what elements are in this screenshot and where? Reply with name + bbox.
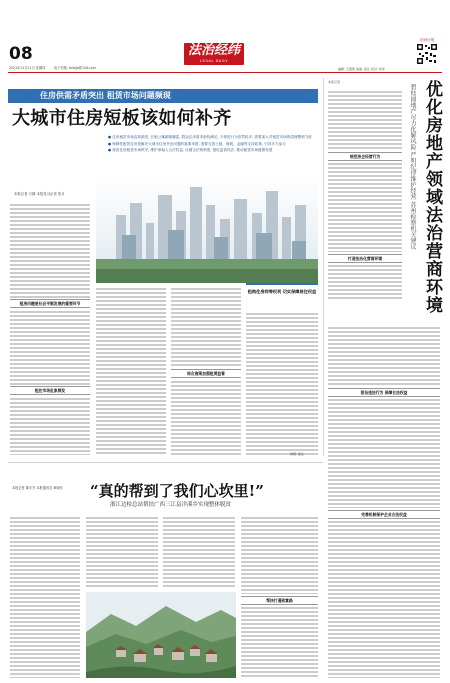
bottom-body-col-1 — [10, 516, 80, 678]
lead-sidebar-box — [246, 283, 318, 309]
page-editors: 编辑: 王银胜 美编: 高岳 校对: 何卓 — [338, 67, 385, 71]
qr-code — [415, 38, 439, 66]
bottom-body-col-4 — [241, 516, 318, 594]
right-kicker: 碧桂园地产尽力化解风险 严明纪律维护经营 苏州检察机关建议 — [409, 84, 416, 250]
right-body-wide — [328, 326, 440, 386]
lead-headline: 大城市住房短板该如何补齐 — [12, 108, 232, 129]
masthead-logo — [184, 43, 244, 65]
lead-sidebar-title: 租购住房同等权利 切实保障居住权益 — [247, 289, 317, 294]
column-divider — [323, 78, 324, 456]
right-subhead-2: 打造法治化营商环境 — [328, 254, 402, 263]
lead-body-col-1c — [10, 397, 90, 455]
lead-body-col-3b — [171, 380, 241, 455]
right-body-wide-2 — [328, 398, 440, 508]
lead-body-col-3 — [171, 287, 241, 367]
bullet-icon: ● — [108, 141, 113, 146]
bottom-subhead: 浙江边检总站帮扶广西三江县洋溪乡实现整体脱贫 — [110, 502, 232, 508]
village-photo — [86, 592, 236, 678]
bottom-body-col-4b — [241, 606, 318, 678]
right-subhead-4: 完善机制保护企业合法权益 — [328, 510, 440, 519]
bottom-headline: “真的帮到了我们心坎里!” — [90, 482, 264, 500]
lead-sidebar-body — [246, 312, 318, 455]
lead-body-col-1b — [10, 310, 90, 385]
lead-bullets — [108, 135, 318, 153]
issue-date: 2021年11月11日 星期四 — [9, 66, 46, 70]
city-skyline-image — [96, 175, 318, 283]
lead-subhead-2: 租住市场乱象频发 — [10, 386, 90, 395]
lead-bullet: ● 规范住房租赁市场秩序, 维护承租人合法权益, 应健全法规制度, 强化监管执法, 推动租赁市场健康发展 — [108, 148, 273, 152]
bottom-body-col-3 — [163, 516, 235, 588]
right-body-mid — [328, 162, 402, 252]
lead-subhead-3: 综合施策加强租赁监管 — [171, 369, 241, 378]
right-body-low — [328, 264, 402, 300]
right-byline: 本报记者 — [328, 80, 341, 84]
bottom-body-col-2 — [86, 516, 158, 588]
section-rule — [8, 462, 323, 463]
city-photo — [96, 175, 318, 283]
lead-subhead-1: 租房问题是社会平衡发展的重要环节 — [10, 299, 90, 308]
bottom-byline: 本报记者 陈东升 本报通讯员 章晓东 — [12, 486, 63, 490]
right-subhead-1: 规范房企经营行为 — [328, 152, 402, 161]
right-body-wide-3 — [328, 520, 440, 678]
bullet-icon: ● — [108, 148, 113, 152]
editor-email: 电子信箱: fzrbjjb@126.com — [54, 66, 96, 70]
logo-text: 法治经纬 — [187, 43, 240, 58]
right-body-top — [328, 90, 402, 150]
lead-body-col-2 — [96, 287, 166, 455]
qr-code-icon — [416, 43, 438, 65]
bottom-subhead-1: 帮扶打通致富路 — [241, 596, 318, 605]
lead-body-col-1 — [10, 203, 90, 298]
page-number: 08 — [9, 44, 33, 64]
masthead-rule — [8, 72, 442, 73]
right-subhead-3: 惩治违法行为 保障合法权益 — [328, 388, 440, 397]
right-headline: 优化房地产领域法治营商环境 — [422, 80, 442, 314]
lead-byline: 本报记者 万静 本报见习记者 张月 — [14, 192, 65, 196]
qr-label: 法治日报 — [419, 38, 435, 42]
bullet-icon: ● — [108, 135, 113, 139]
lead-kicker: 住房供需矛盾突出 租赁市场问题频现 — [40, 91, 171, 100]
lead-bullet: ● 保障性租赁住房是解决大城市住房突出问题的重要举措, 需要完善土地、财税、金融等支持政策, 引导多方参与 — [108, 141, 286, 146]
logo-subtitle: LEGAL DAILY — [199, 59, 229, 63]
village-landscape-image — [86, 592, 236, 678]
lead-bullet: ● 住房租赁市场乱象频发, 长租公寓频频爆雷, 群众住房需求亟待满足, 不规范行为依然较多, 需要加大对租赁市场的清理整顿力度 — [108, 135, 312, 139]
right-credit: 制图: 高岳 — [290, 452, 304, 456]
